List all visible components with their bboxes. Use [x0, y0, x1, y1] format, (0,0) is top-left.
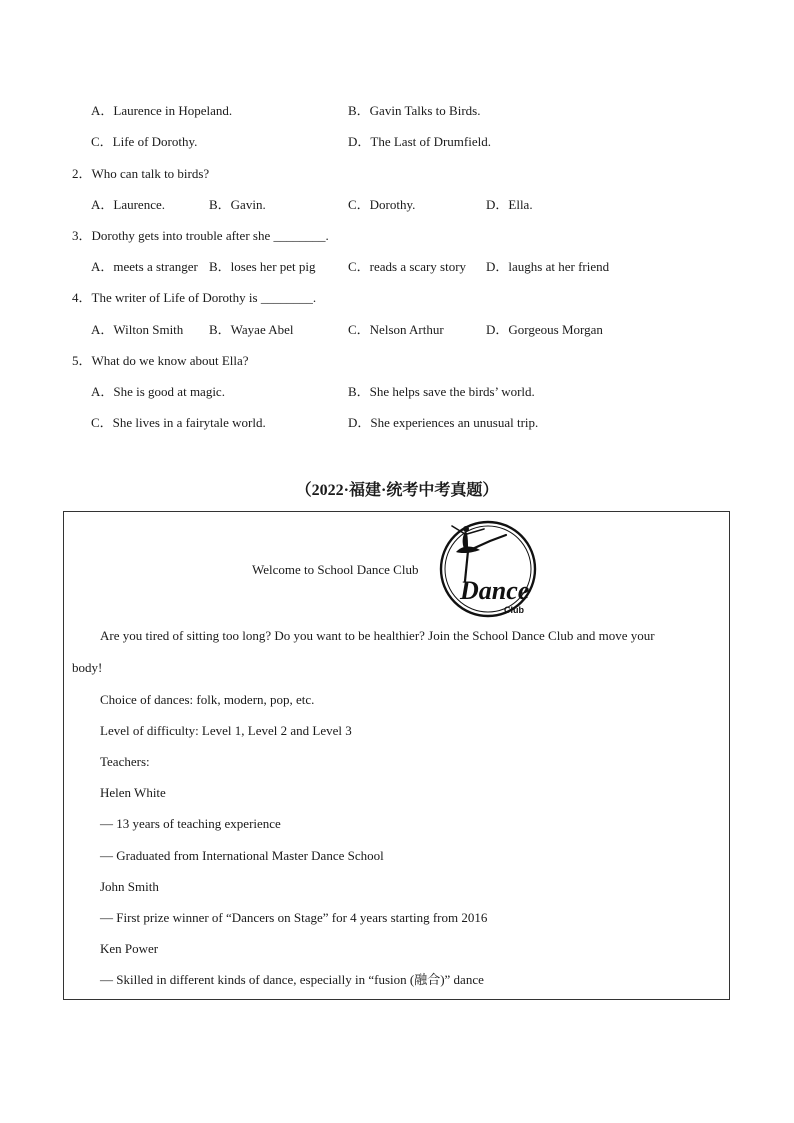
q2-option-b: B．Gavin. [209, 197, 266, 212]
ad-intro-line2: body! [72, 660, 103, 675]
q4-stem: 4．The writer of Life of Dorothy is ________. [72, 290, 317, 305]
q4-option-b: B．Wayae Abel [209, 322, 294, 337]
q2-option-c: C．Dorothy. [348, 197, 416, 212]
dance-club-ad-box [63, 511, 730, 1000]
q1-option-b: B．Gavin Talks to Birds. [348, 103, 481, 118]
q3-option-a: A．meets a stranger [91, 259, 198, 274]
q1-option-c: C．Life of Dorothy. [91, 134, 198, 149]
q3-option-b: B．loses her pet pig [209, 259, 316, 274]
q2-option-a: A．Laurence. [91, 197, 165, 212]
q5-option-a: A．She is good at magic. [91, 384, 225, 399]
q4-option-a: A．Wilton Smith [91, 322, 184, 337]
ad-teachers-label: Teachers: [100, 754, 150, 769]
q3-option-c: C．reads a scary story [348, 259, 467, 274]
ad-intro-line1: Are you tired of sitting too long? Do you want to be healthier? Join the School Dance Club and move your [100, 628, 655, 643]
dance-club-logo [432, 519, 540, 619]
teacher-name-helen: Helen White [100, 785, 166, 800]
q5-option-c: C．She lives in a fairytale world. [91, 415, 266, 430]
ad-welcome-heading: Welcome to School Dance Club [252, 562, 419, 577]
q5-stem: 5．What do we know about Ella? [72, 353, 249, 368]
teacher-detail: — Skilled in different kinds of dance, especially in “fusion (融合)” dance [100, 972, 484, 987]
q2-stem: 2．Who can talk to birds? [72, 166, 210, 181]
q2-option-d: D．Ella. [486, 197, 533, 212]
q5-option-b: B．She helps save the birds’ world. [348, 384, 535, 399]
q5-option-d: D．She experiences an unusual trip. [348, 415, 539, 430]
section-title: （2022·福建·统考中考真题） [295, 482, 499, 499]
ad-difficulty-level: Level of difficulty: Level 1, Level 2 and Level 3 [100, 723, 352, 738]
teacher-detail: — Graduated from International Master Dance School [100, 848, 384, 863]
ad-dance-choice: Choice of dances: folk, modern, pop, etc. [100, 692, 315, 707]
logo-club-text: Club [504, 605, 524, 615]
q4-option-d: D．Gorgeous Morgan [486, 322, 603, 337]
logo-dance-text: Dance [460, 576, 530, 605]
teacher-name-john: John Smith [100, 879, 159, 894]
q1-option-d: D．The Last of Drumfield. [348, 134, 491, 149]
ballerina-icon [452, 526, 506, 581]
q4-option-c: C．Nelson Arthur [348, 322, 444, 337]
teacher-detail: — First prize winner of “Dancers on Stage” for 4 years starting from 2016 [100, 910, 488, 925]
teacher-name-ken: Ken Power [100, 941, 159, 956]
teacher-detail: — 13 years of teaching experience [100, 816, 281, 831]
q3-option-d: D．laughs at her friend [486, 259, 610, 274]
q1-option-a: A．Laurence in Hopeland. [91, 103, 233, 118]
q3-stem: 3．Dorothy gets into trouble after she ________. [72, 228, 329, 243]
